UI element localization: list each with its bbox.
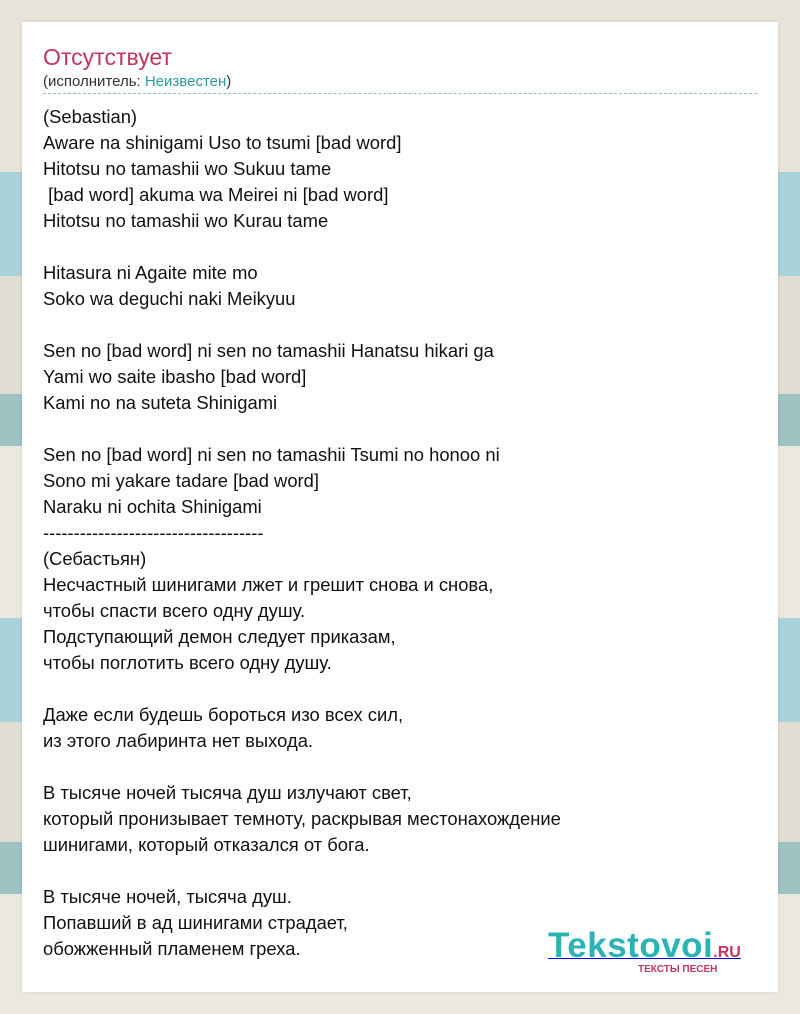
site-logo[interactable] [548,926,741,975]
lyrics-line: Yami wo saite ibasho [bad word] [43,366,307,387]
lyrics-line: шинигами, который отказался от бога. [43,834,370,855]
song-title: Отсутствует [43,44,172,70]
lyrics-line: чтобы поглотить всего одну душу. [43,652,332,673]
lyrics-line: Aware na shinigami Uso to tsumi [bad word] [43,132,402,153]
lyrics-line: Sono mi yakare tadare [bad word] [43,470,320,491]
lyrics-line [43,858,763,884]
title-divider [43,93,757,94]
lyrics-line: Hitasura ni Agaite mite mo [43,262,258,283]
lyrics-line: Naraku ni ochita Shinigami [43,496,262,517]
lyrics-line: Kami no na suteta Shinigami [43,392,278,413]
artist-link[interactable]: Неизвестен [144,73,227,90]
lyrics-text [43,104,763,962]
lyrics-line: который пронизывает темноту, раскрывая местонахождение [43,808,561,829]
lyrics-line: Hitotsu no tamashii wo Kurau tame [43,210,329,231]
lyrics-line: Подступающий демон следует приказам, [43,626,396,647]
artist-suffix: ) [226,73,232,90]
lyrics-line: В тысяче ночей, тысяча душ. [43,886,292,907]
lyrics-line: (Sebastian) [43,106,138,127]
logo-tagline: ТЕКСТЫ ПЕСЕН [638,964,718,975]
lyrics-line: Попавший в ад шинигами страдает, [43,912,348,933]
lyrics-line: Soko wa deguchi naki Meikyuu [43,288,296,309]
logo-tld: .RU [713,944,741,961]
lyrics-line: Несчастный шинигами лжет и грешит снова и снова, [43,574,494,595]
lyrics-line [43,754,763,780]
lyrics-line [43,312,763,338]
artist-line [43,73,231,90]
lyrics-card [22,22,778,992]
lyrics-line: Даже если будешь бороться изо всех сил, [43,704,404,725]
lyrics-line [43,676,763,702]
logo-wordmark: Tekstovoi [548,926,714,965]
artist-prefix: (исполнитель: [43,73,145,90]
lyrics-line: Hitotsu no tamashii wo Sukuu tame [43,158,332,179]
lyrics-separator: ------------------------------------ [43,522,264,543]
lyrics-line [43,234,763,260]
lyrics-line: обожженный пламенем греха. [43,938,301,959]
lyrics-line: Sen no [bad word] ni sen no tamashii Tsumi no honoo ni [43,444,500,465]
lyrics-line: В тысяче ночей тысяча душ излучают свет, [43,782,412,803]
lyrics-line: Sen no [bad word] ni sen no tamashii Hanatsu hikari ga [43,340,494,361]
lyrics-line: чтобы спасти всего одну душу. [43,600,306,621]
lyrics-line [43,416,763,442]
lyrics-line: из этого лабиринта нет выхода. [43,730,314,751]
lyrics-line: (Себастьян) [43,548,147,569]
lyrics-line: [bad word] akuma wa Meirei ni [bad word] [43,184,389,205]
